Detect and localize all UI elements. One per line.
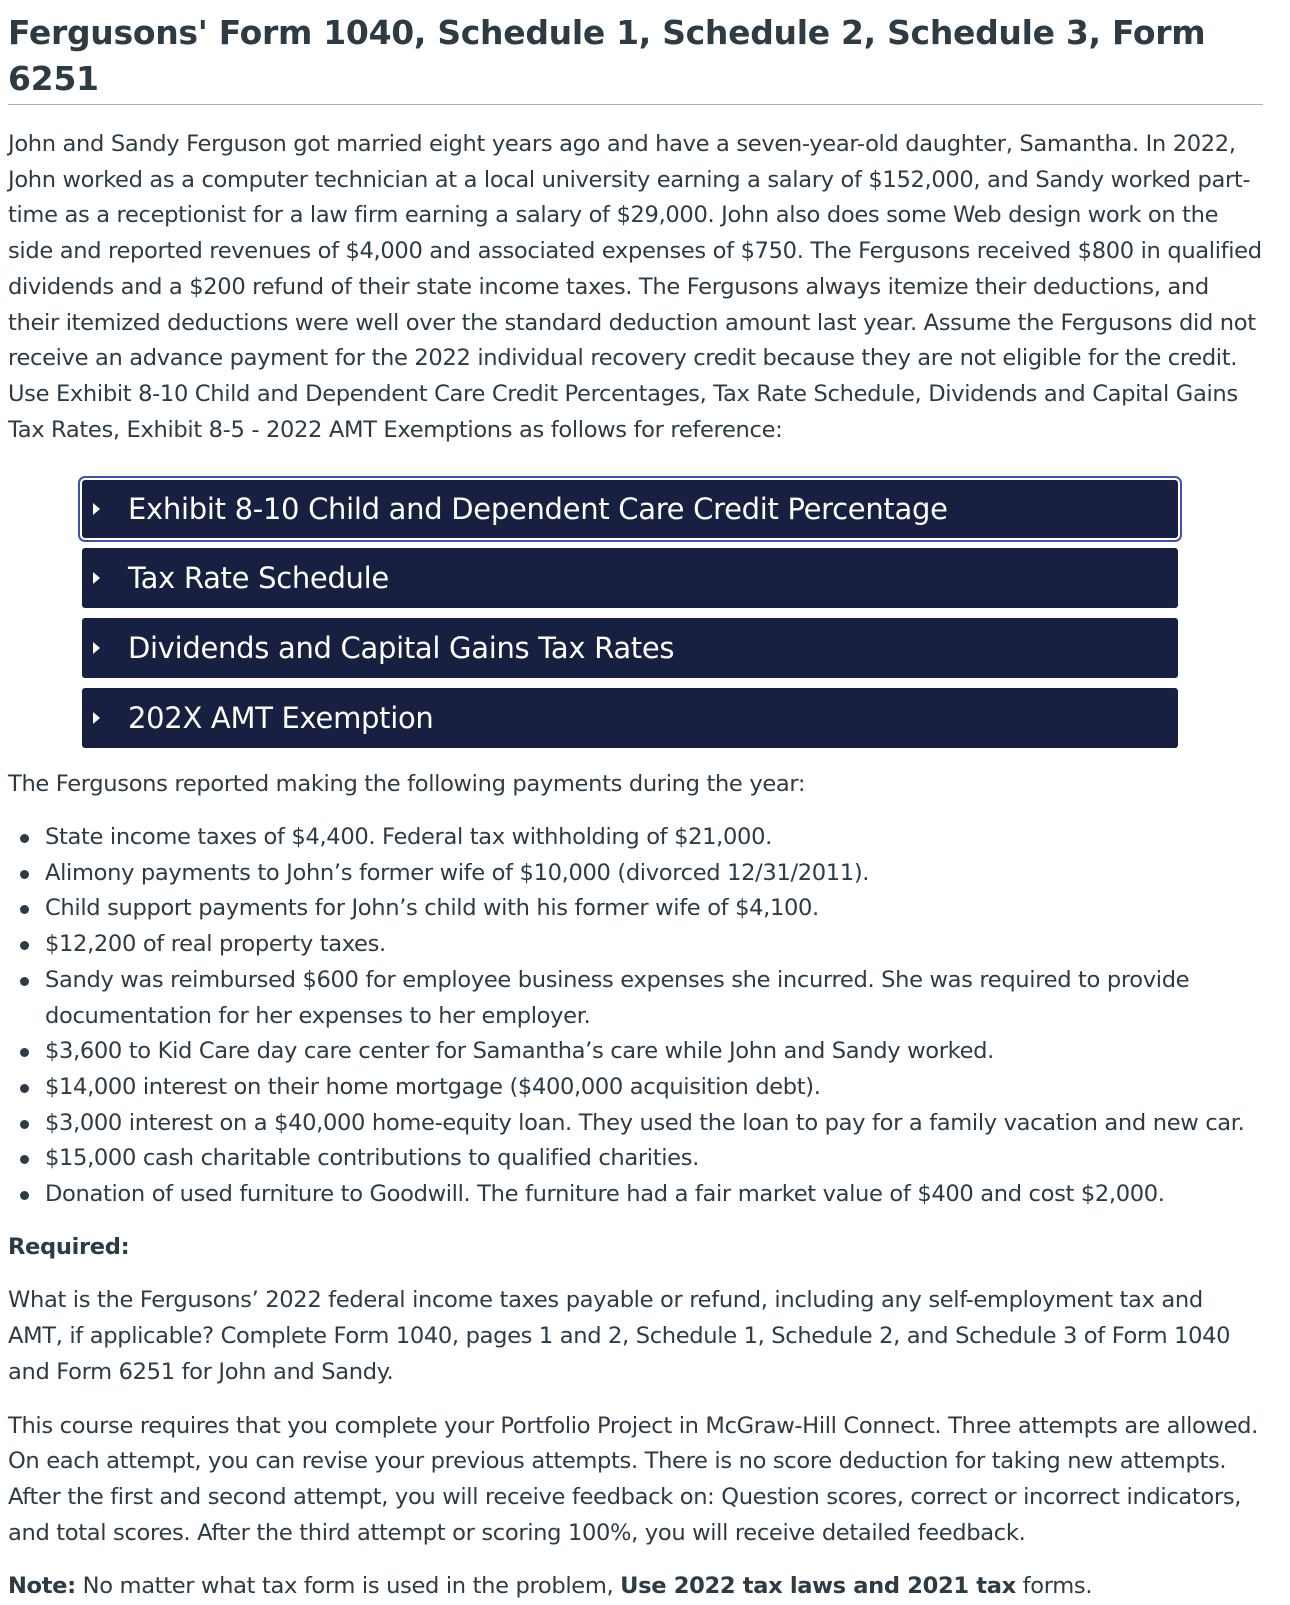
payments-intro: The Fergusons reported making the following payments during the year: [8, 771, 806, 798]
payments-list [8, 820, 1263, 1213]
caret-right-icon [93, 572, 100, 584]
intro-paragraph: John and Sandy Ferguson got married eight years ago and have a seven-year-old daughter, Samantha. In 2022, John worked as a computer technician at a local university earning a salary of $152,000, and Sandy worked part-time as a receptionist for a law firm earning a salary of $29,000. John also does some Web design work on the side and reported revenues of $4,000 and associated expenses of $750. The Fergusons received $800 in qualified dividends and a $200 refund of their state income taxes. The Fergusons always itemize their deductions, and their itemized deductions were well over the standard deduction amount last year. Assume the Fergusons did not receive an advance payment for the 2022 individual recovery credit because they are not eligible for the credit. Use Exhibit 8-10 Child and Dependent Care Credit Percentages, Tax Rate Schedule, Dividends and Capital Gains Tax Rates, Exhibit 8-5 - 2022 AMT Exemptions as follows for reference: [8, 131, 1262, 443]
page-content [8, 0, 1263, 1605]
note-paragraph [8, 1569, 1263, 1605]
bullet-icon [20, 941, 29, 950]
bullet-icon [20, 870, 29, 879]
note-text: No matter what tax form is used in the problem, [75, 1573, 621, 1600]
list-item [45, 1106, 1263, 1142]
bullet-icon [20, 977, 29, 986]
accordion-child-care-credit[interactable] [82, 480, 1178, 538]
bullet-icon [20, 1120, 29, 1129]
bullet-icon [20, 1084, 29, 1093]
reference-accordions [82, 480, 1178, 748]
caret-right-icon [93, 712, 100, 724]
bullet-icon [20, 1191, 29, 1200]
accordion-label: Dividends and Capital Gains Tax Rates [128, 631, 675, 666]
list-item [45, 1177, 1263, 1213]
list-item-text: State income taxes of $4,400. Federal tax withholding of $21,000. [45, 824, 772, 851]
list-item [45, 891, 1263, 927]
accordion-label: Tax Rate Schedule [128, 561, 389, 596]
caret-right-icon [93, 642, 100, 654]
list-item [45, 1070, 1263, 1106]
required-heading: Required: [8, 1233, 130, 1260]
bullet-icon [20, 905, 29, 914]
note-label: Note: [8, 1573, 76, 1600]
list-item-text: $3,000 interest on a $40,000 home-equity loan. They used the loan to pay for a family vacation and new car. [45, 1109, 1245, 1136]
list-item-text: $15,000 cash charitable contributions to qualified charities. [45, 1145, 699, 1172]
accordion-label: Exhibit 8-10 Child and Dependent Care Credit Percentage [128, 492, 948, 527]
accordion-amt-exemption[interactable] [82, 688, 1178, 748]
list-item-text: $12,200 of real property taxes. [45, 931, 386, 958]
question-paragraph: What is the Fergusons’ 2022 federal income taxes payable or refund, including any self-employment tax and AMT, if applicable? Complete Form 1040, pages 1 and 2, Schedule 1, Schedule 2, and Schedule 3 of Form 1040 and Form 6251 for John and Sandy. [8, 1287, 1231, 1385]
course-info-paragraph: This course requires that you complete your Portfolio Project in McGraw-Hill Connect. Three attempts are allowed. On each attempt, you can revise your previous attempts. There is no score deduction for taking new attempts. After the first and second attempt, you will receive feedback on: Question scores, correct or incorrect indicators, and total scores. After the third attempt or scoring 100%, you will receive detailed feedback. [8, 1412, 1258, 1546]
list-item [45, 1034, 1263, 1070]
list-item [45, 856, 1263, 892]
accordion-tax-rate-schedule[interactable] [82, 548, 1178, 608]
caret-right-icon [93, 503, 100, 515]
bullet-icon [20, 834, 29, 843]
bullet-icon [20, 1155, 29, 1164]
list-item [45, 963, 1263, 1034]
list-item [45, 1141, 1263, 1177]
list-item-text: Donation of used furniture to Goodwill. The furniture had a fair market value of $400 and cost $2,000. [45, 1181, 1165, 1208]
list-item-text: $3,600 to Kid Care day care center for Samantha’s care while John and Sandy worked. [45, 1038, 994, 1065]
accordion-dividends-capital-gains[interactable] [82, 618, 1178, 678]
note-text-end: forms. [1015, 1573, 1093, 1600]
page-title: Fergusons' Form 1040, Schedule 1, Schedule 2, Schedule 3, Form 6251 [8, 10, 1263, 105]
list-item-text: Alimony payments to John’s former wife of $10,000 (divorced 12/31/2011). [45, 859, 870, 886]
accordion-label: 202X AMT Exemption [128, 701, 434, 736]
bullet-icon [20, 1048, 29, 1057]
list-item-text: $14,000 interest on their home mortgage ($400,000 acquisition debt). [45, 1073, 821, 1100]
list-item [45, 927, 1263, 963]
list-item [45, 820, 1263, 856]
list-item-text: Child support payments for John’s child with his former wife of $4,100. [45, 895, 819, 922]
list-item-text: Sandy was reimbursed $600 for employee business expenses she incurred. She was required to provide documentation for her expenses to her employer. [45, 966, 1190, 1029]
note-emphasis: Use 2022 tax laws and 2021 tax [620, 1573, 1016, 1600]
